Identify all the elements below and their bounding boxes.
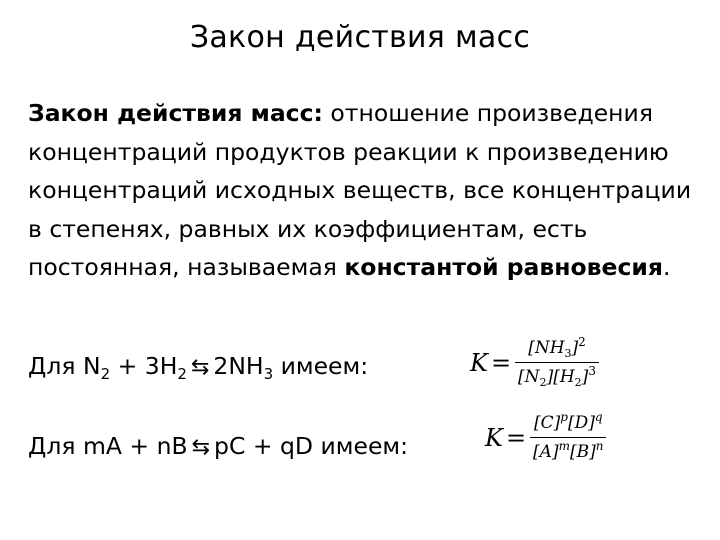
reaction-text: Для mA + nB	[28, 432, 188, 460]
reaction-text: + 3H	[110, 352, 178, 380]
exponent: q	[594, 410, 603, 424]
subscript: 2	[177, 365, 187, 383]
equilibrium-constant-term: константой равновесия	[344, 253, 663, 281]
species: [NH	[528, 338, 565, 358]
equals-sign: =	[490, 348, 512, 377]
definition-paragraph	[28, 94, 700, 287]
k-fraction	[515, 337, 599, 388]
equilibrium-arrows-icon: ⇆	[191, 435, 211, 460]
reaction-text: имеем:	[313, 432, 409, 460]
exponent: n	[595, 439, 604, 453]
general-equilibrium-constant	[485, 412, 606, 463]
species: [A]	[533, 442, 559, 462]
fraction-numerator	[531, 412, 606, 434]
k-symbol: K	[470, 348, 488, 377]
slide-title: Закон действия масс	[189, 20, 531, 55]
species: [N	[518, 367, 540, 387]
species: [D]	[567, 413, 595, 433]
fraction-denominator	[530, 441, 606, 463]
ammonia-equilibrium-constant	[470, 337, 599, 388]
subscript: 3	[263, 365, 274, 383]
bracket: ]	[546, 367, 554, 387]
fraction-bar	[530, 437, 606, 438]
species: [C]	[533, 413, 561, 433]
exponent: 3	[588, 364, 596, 378]
example-general-reaction	[28, 426, 408, 466]
k-symbol: K	[485, 423, 503, 452]
equilibrium-arrows-icon: ⇆	[190, 355, 210, 380]
example-ammonia-reaction	[28, 346, 368, 386]
subscript: 2	[100, 365, 111, 383]
reaction-text: Для N	[28, 352, 101, 380]
definition-end: .	[662, 253, 671, 281]
definition-text: отношение произведения концентраций продуктов реакции к произведению концентраций исходных веществ, все концентрации в степенях, равных их коэффициентам, есть постоянная, называемая	[28, 99, 692, 281]
species: [B]	[569, 442, 596, 462]
equals-sign: =	[505, 423, 527, 452]
subscript: 2	[539, 376, 547, 389]
reaction-text: pC + qD	[214, 432, 314, 460]
reaction-text: 2NH	[213, 352, 264, 380]
reaction-text: имеем:	[273, 352, 369, 380]
bracket: ]	[571, 338, 579, 358]
subscript: 3	[564, 347, 572, 360]
species: [H	[553, 367, 575, 387]
k-fraction	[530, 412, 606, 463]
fraction-bar	[515, 362, 599, 363]
definition-term: Закон действия масс:	[28, 99, 323, 127]
exponent: p	[560, 410, 568, 424]
bracket: ]	[581, 367, 589, 387]
exponent: 2	[578, 335, 586, 349]
fraction-denominator	[515, 366, 599, 388]
fraction-numerator	[525, 337, 589, 359]
exponent: m	[558, 439, 570, 453]
subscript: 2	[574, 376, 582, 389]
